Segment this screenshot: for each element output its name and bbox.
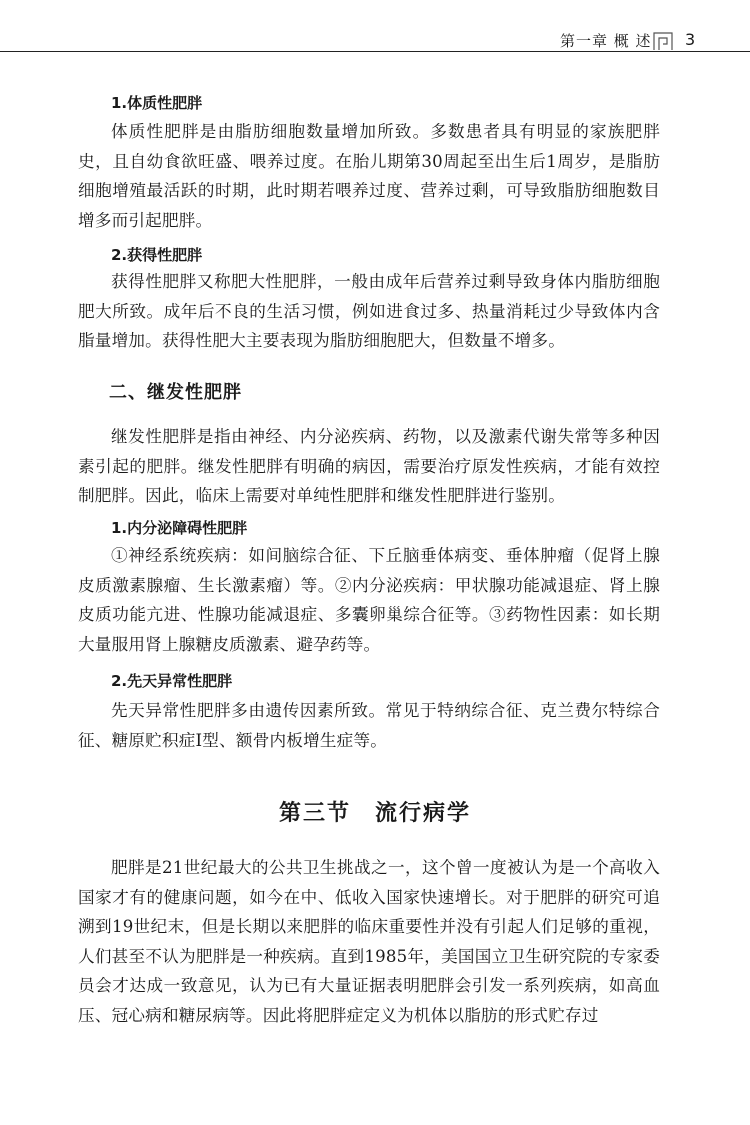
paragraph-endocrine-obesity: ①神经系统疾病：如间脑综合征、下丘脑垂体病变、垂体肿瘤（促肾上腺皮质激素腺瘤、生长激素瘤）等。②内分泌疾病：甲状腺功能减退症、肾上腺皮质功能亢进、性腺功能减退症、多囊卵巢综合征等。③药物性因素：如长期大量服用肾上腺糖皮质激素、避孕药等。 xyxy=(78,546,660,654)
paragraph-epidemiology: 肥胖是21世纪最大的公共卫生挑战之一，这个曾一度被认为是一个高收入国家才有的健康问题，如今在中、低收入国家快速增长。对于肥胖的研究可追溯到19世纪末，但是长期以来肥胖的临床重要性并没有引起人们足够的重视，人们甚至不认为肥胖是一种疾病。直到1985年，美国国立卫生研究院的专家委员会才达成一致意见，认为已有大量证据表明肥胖会引发一系列疾病，如高血压、冠心病和糖尿病等。因此将肥胖症定义为机体以脂肪的形式贮存过 xyxy=(78,858,660,1025)
page-number: 3 xyxy=(685,30,697,49)
page-header xyxy=(0,0,750,52)
paragraph-secondary-obesity: 继发性肥胖是指由神经、内分泌疾病、药物，以及激素代谢失常等多种因素引起的肥胖。继发性肥胖有明确的病因，需要治疗原发性疾病，才能有效控制肥胖。因此，临床上需要对单纯性肥胖和继发性肥胖进行鉴别。 xyxy=(78,427,660,506)
header-rule xyxy=(0,51,750,52)
paragraph-acquired-obesity: 获得性肥胖又称肥大性肥胖，一般由成年后营养过剩导致身体内脂肪细胞肥大所致。成年后不良的生活习惯，例如进食过多、热量消耗过少导致体内含脂量增加。获得性肥大主要表现为脂肪细胞肥大，但数量不增多。 xyxy=(78,272,660,351)
running-head-chapter: 第一章 概 述 xyxy=(560,32,652,50)
subheading-constitutional-obesity: 1.体质性肥胖 xyxy=(111,94,203,112)
subheading-acquired-obesity: 2.获得性肥胖 xyxy=(111,246,203,264)
subheading-endocrine-obesity: 1.内分泌障碍性肥胖 xyxy=(111,519,248,537)
corner-ornament-icon xyxy=(653,32,673,51)
subheading-congenital-obesity: 2.先天异常性肥胖 xyxy=(111,672,233,690)
paragraph-congenital-obesity: 先天异常性肥胖多由遗传因素所致。常见于特纳综合征、克兰费尔特综合征、糖原贮积症Ⅰ型、额骨内板增生症等。 xyxy=(78,701,660,750)
section-title-epidemiology: 第三节 流行病学 xyxy=(278,800,471,826)
paragraph-constitutional-obesity: 体质性肥胖是由脂肪细胞数量增加所致。多数患者具有明显的家族肥胖史，且自幼食欲旺盛、喂养过度。在胎儿期第30周起至出生后1周岁，是脂肪细胞增殖最活跃的时期，此时期若喂养过度、营养过剩，可导致脂肪细胞数目增多而引起肥胖。 xyxy=(78,122,660,230)
section-heading-secondary-obesity: 二、继发性肥胖 xyxy=(109,382,242,403)
